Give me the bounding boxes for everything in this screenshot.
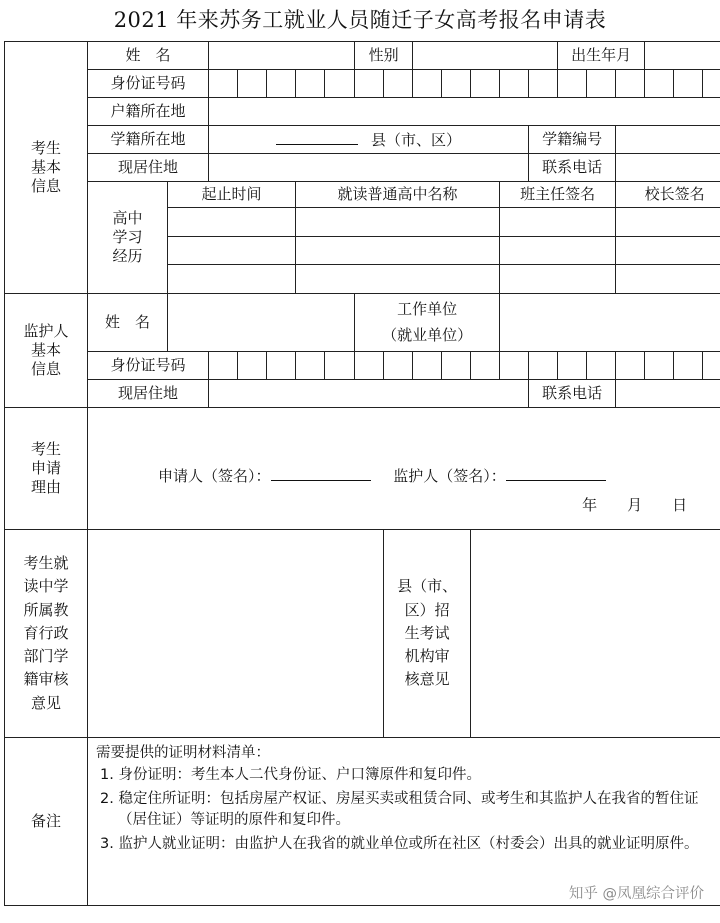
hs-cell[interactable] xyxy=(168,237,296,265)
hs-cell[interactable] xyxy=(296,265,500,294)
student-id-box[interactable] xyxy=(703,70,720,98)
student-id-box[interactable] xyxy=(674,70,703,98)
applicant-sign-blank[interactable] xyxy=(271,466,371,481)
student-id-box[interactable] xyxy=(500,70,529,98)
guardian-work-text: 工作单位 （就业单位） xyxy=(382,300,473,344)
hs-col-teacher-sign: 班主任签名 xyxy=(500,182,616,208)
guardian-id-box[interactable] xyxy=(645,352,674,380)
student-phone-label: 联系电话 xyxy=(529,154,616,182)
reason-field[interactable] xyxy=(88,408,720,530)
hs-col-school: 就读普通高中名称 xyxy=(296,182,500,208)
notes-item: 3. 监护人就业证明：由监护人在我省的就业单位或所在社区（村委会）出具的就业证明原件。 xyxy=(100,836,699,853)
student-id-box[interactable] xyxy=(325,70,355,98)
guardian-id-box[interactable] xyxy=(296,352,325,380)
guardian-id-box[interactable] xyxy=(558,352,587,380)
guardian-work-label xyxy=(355,294,500,352)
guardian-id-box[interactable] xyxy=(587,352,616,380)
reason-section-label xyxy=(5,408,88,530)
student-name-field[interactable] xyxy=(209,42,355,70)
school-review-section-label xyxy=(5,530,88,738)
guardian-phone-field[interactable] xyxy=(616,380,720,408)
applicant-sign-label: 申请人（签名）： xyxy=(158,467,271,485)
highschool-label xyxy=(88,182,168,294)
student-id-box[interactable] xyxy=(529,70,558,98)
student-id-box[interactable] xyxy=(442,70,471,98)
notes-content xyxy=(88,738,720,906)
student-name-label: 姓 名 xyxy=(88,42,209,70)
guardian-id-box[interactable] xyxy=(703,352,720,380)
reason-date: 年 月 日 xyxy=(582,496,688,514)
guardian-name-field[interactable] xyxy=(168,294,355,352)
student-hukou-label: 户籍所在地 xyxy=(88,98,209,126)
student-xueji-no-field[interactable] xyxy=(616,126,720,154)
guardian-id-box[interactable] xyxy=(325,352,355,380)
guardian-id-box[interactable] xyxy=(384,352,413,380)
guardian-id-box[interactable] xyxy=(674,352,703,380)
reason-section-text: 考生 申请 理由 xyxy=(30,440,61,496)
student-id-box[interactable] xyxy=(471,70,500,98)
notes-section-label: 备注 xyxy=(5,738,88,906)
student-hukou-field[interactable] xyxy=(209,98,720,126)
guardian-address-label: 现居住地 xyxy=(88,380,209,408)
guardian-id-box[interactable] xyxy=(267,352,296,380)
exam-review-section-label xyxy=(384,530,471,738)
highschool-text: 高中 学习 经历 xyxy=(112,209,143,265)
hs-cell[interactable] xyxy=(500,208,616,237)
guardian-id-box[interactable] xyxy=(471,352,500,380)
student-phone-field[interactable] xyxy=(616,154,720,182)
student-gender-field[interactable] xyxy=(413,42,558,70)
student-id-box[interactable] xyxy=(296,70,325,98)
hs-col-period: 起止时间 xyxy=(168,182,296,208)
student-id-box[interactable] xyxy=(238,70,267,98)
form-title: 2021 年来苏务工就业人员随迁子女高考报名申请表 xyxy=(113,8,607,32)
hs-cell[interactable] xyxy=(616,265,720,294)
guardian-id-box[interactable] xyxy=(238,352,267,380)
student-id-box[interactable] xyxy=(645,70,674,98)
guardian-sign-blank[interactable] xyxy=(506,466,606,481)
county-suffix: 县（市、区） xyxy=(370,130,461,149)
guardian-name-label: 姓 名 xyxy=(88,294,168,352)
guardian-id-box[interactable] xyxy=(529,352,558,380)
watermark: 知乎 @凤凰综合评价 xyxy=(568,886,704,902)
hs-cell[interactable] xyxy=(616,237,720,265)
guardian-address-field[interactable] xyxy=(209,380,529,408)
exam-review-field[interactable] xyxy=(471,530,720,738)
hs-cell[interactable] xyxy=(296,237,500,265)
guardian-id-box[interactable] xyxy=(355,352,384,380)
school-review-section-text: 考生就 读中学 所属教 育行政 部门学 籍审核 意见 xyxy=(23,554,69,712)
notes-item: 2. 稳定住所证明：包括房屋产权证、房屋买卖或租赁合同、或考生和其监护人在我省的暂住证（居住证）等证明的原件和复印件。 xyxy=(100,791,699,829)
student-id-box[interactable] xyxy=(616,70,645,98)
hs-cell[interactable] xyxy=(616,208,720,237)
application-form-table xyxy=(4,41,720,906)
student-id-box[interactable] xyxy=(413,70,442,98)
student-id-box[interactable] xyxy=(384,70,413,98)
student-id-box[interactable] xyxy=(267,70,296,98)
student-id-box[interactable] xyxy=(558,70,587,98)
hs-cell[interactable] xyxy=(168,265,296,294)
student-address-label: 现居住地 xyxy=(88,154,209,182)
guardian-id-box[interactable] xyxy=(616,352,645,380)
guardian-id-box[interactable] xyxy=(209,352,238,380)
student-section-label xyxy=(5,42,88,294)
student-section-text: 考生 基本 信息 xyxy=(30,139,61,195)
guardian-id-label: 身份证号码 xyxy=(88,352,209,380)
guardian-work-field[interactable] xyxy=(500,294,720,352)
guardian-section-label xyxy=(5,294,88,408)
hs-col-principal-sign: 校长签名 xyxy=(616,182,720,208)
student-xueji-label: 学籍所在地 xyxy=(88,126,209,154)
student-address-field[interactable] xyxy=(209,154,529,182)
notes-item: 1. 身份证明：考生本人二代身份证、户口簿原件和复印件。 xyxy=(100,767,481,784)
guardian-sign-label: 监护人（签名）： xyxy=(393,467,506,485)
hs-cell[interactable] xyxy=(296,208,500,237)
student-id-box[interactable] xyxy=(355,70,384,98)
hs-cell[interactable] xyxy=(168,208,296,237)
notes-intro: 需要提供的证明材料清单： xyxy=(96,745,270,761)
guardian-section-text: 监护人 基本 信息 xyxy=(23,322,69,378)
student-gender-label: 性别 xyxy=(355,42,413,70)
guardian-id-box[interactable] xyxy=(413,352,442,380)
student-id-label: 身份证号码 xyxy=(88,70,209,98)
guardian-id-box[interactable] xyxy=(442,352,471,380)
hs-cell[interactable] xyxy=(500,237,616,265)
exam-review-section-text: 县（市、 区）招 生考试 机构审 核意见 xyxy=(397,577,458,689)
student-id-box[interactable] xyxy=(587,70,616,98)
county-blank[interactable] xyxy=(276,130,358,145)
student-id-box[interactable] xyxy=(209,70,238,98)
school-review-field[interactable] xyxy=(88,530,384,738)
student-xueji-no-label: 学籍编号 xyxy=(529,126,616,154)
student-birth-field[interactable] xyxy=(645,42,720,70)
student-xueji-field[interactable] xyxy=(209,126,529,154)
hs-cell[interactable] xyxy=(500,265,616,294)
student-birth-label: 出生年月 xyxy=(558,42,645,70)
guardian-id-box[interactable] xyxy=(500,352,529,380)
guardian-phone-label: 联系电话 xyxy=(529,380,616,408)
